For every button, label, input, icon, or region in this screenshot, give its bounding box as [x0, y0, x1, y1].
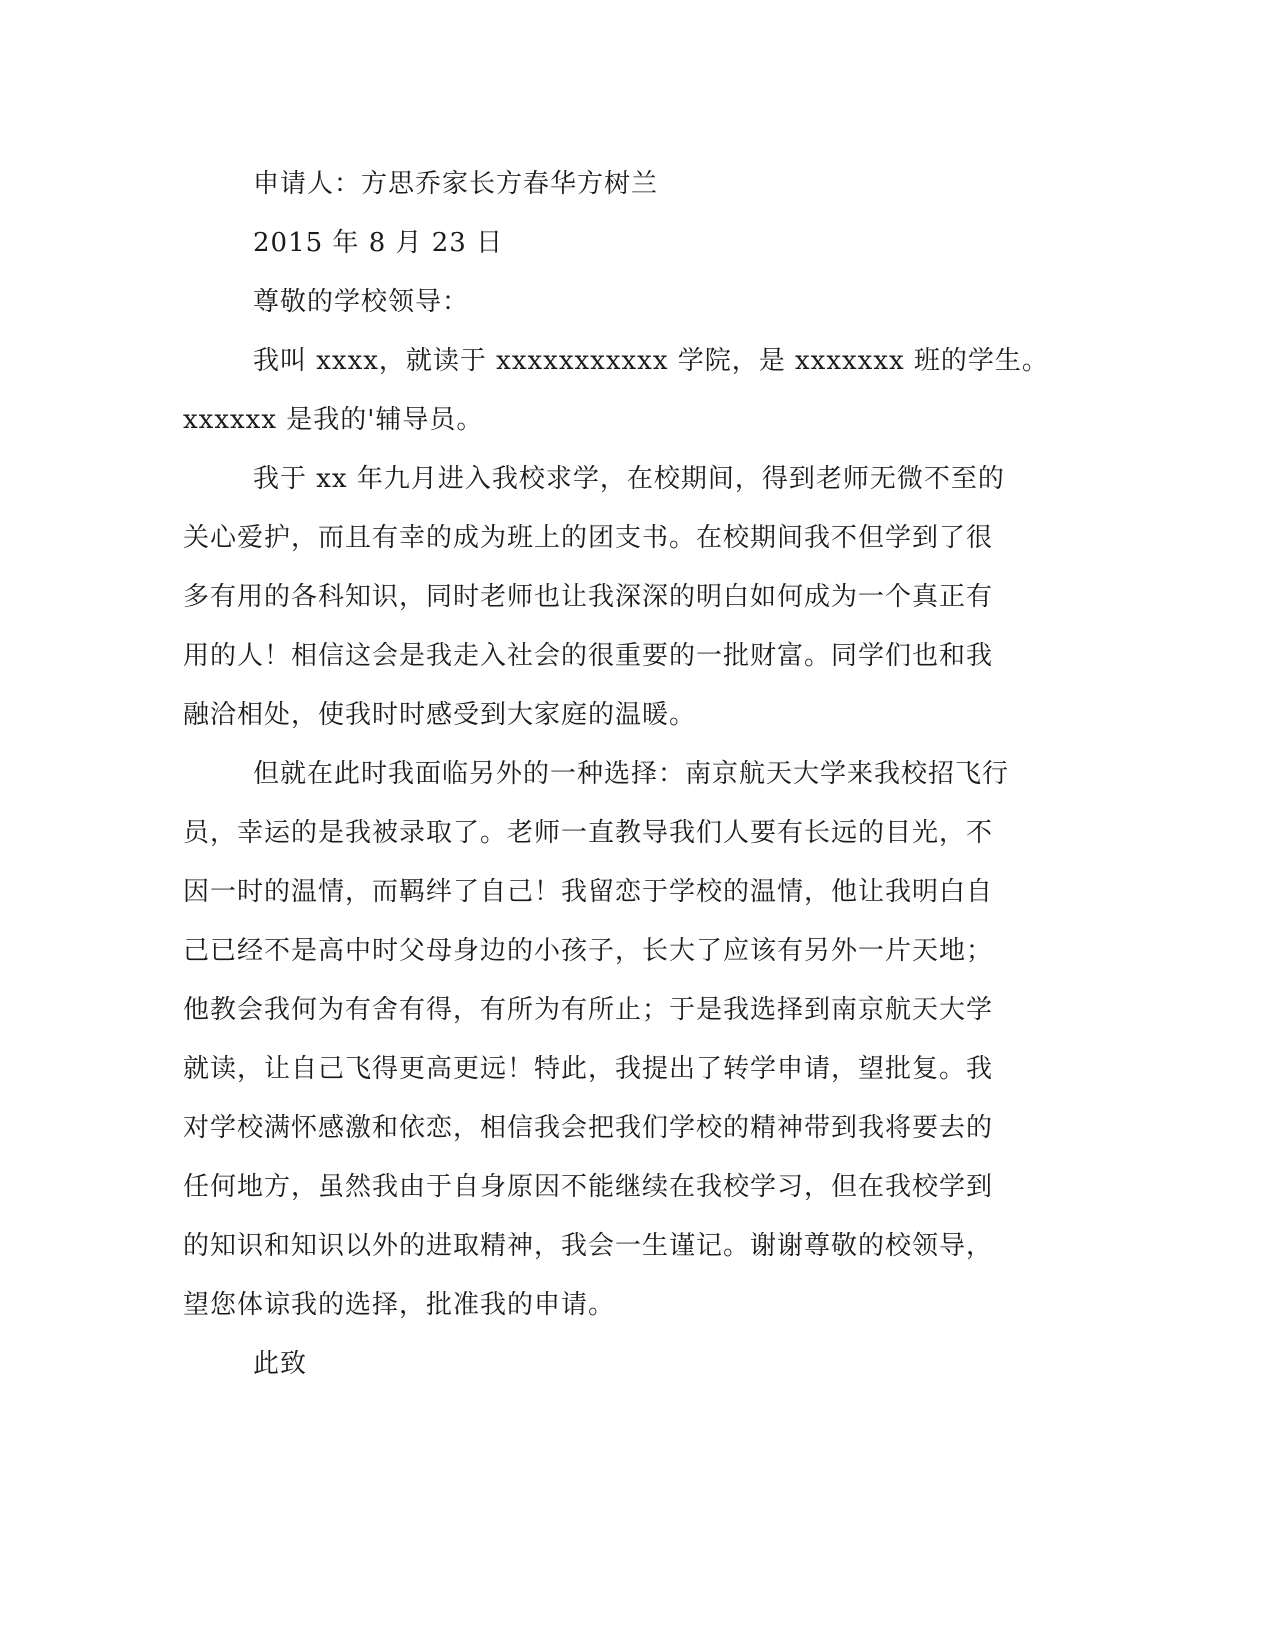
paragraph-introduction — [183, 332, 1049, 450]
paragraph-line: 我叫 xxxx，就读于 xxxxxxxxxxx 学院，是 xxxxxxx 班的学生。 — [253, 346, 1049, 376]
paragraph-line: 对学校满怀感激和依恋，相信我会把我们学校的精神带到我将要去的 — [183, 1113, 994, 1143]
salutation-line: 尊敬的学校领导： — [253, 287, 470, 317]
paragraph-line: 的知识和知识以外的进取精神，我会一生谨记。谢谢尊敬的校领导， — [183, 1231, 994, 1261]
paragraph-line: 因一时的温情，而羁绊了自己！我留恋于学校的温情，他让我明白自 — [183, 877, 994, 907]
paragraph-line: 多有用的各科知识，同时老师也让我深深的明白如何成为一个真正有 — [183, 582, 994, 612]
paragraph-line: 融洽相处，使我时时感受到大家庭的温暖。 — [183, 700, 697, 730]
paragraph-line: 用的人！相信这会是我走入社会的很重要的一批财富。同学们也和我 — [183, 641, 994, 671]
paragraph-line: 任何地方，虽然我由于自身原因不能继续在我校学习，但在我校学到 — [183, 1172, 994, 1202]
applicant-line: 申请人：方思乔家长方春华方树兰 — [253, 169, 659, 199]
paragraph-line: 关心爱护，而且有幸的成为班上的团支书。在校期间我不但学到了很 — [183, 523, 994, 553]
paragraph-transfer-reason — [183, 745, 1023, 1335]
paragraph-line: 我于 xx 年九月进入我校求学，在校期间，得到老师无微不至的 — [253, 464, 1005, 494]
paragraph-line: 员，幸运的是我被录取了。老师一直教导我们人要有长远的目光，不 — [183, 818, 994, 848]
letter-body — [183, 155, 1049, 1394]
closing-line: 此致 — [253, 1349, 308, 1379]
paragraph-school-experience — [183, 450, 1023, 745]
paragraph-line: 望您体谅我的选择，批准我的申请。 — [183, 1290, 616, 1320]
paragraph-line: 他教会我何为有舍有得，有所为有所止；于是我选择到南京航天大学 — [183, 995, 994, 1025]
paragraph-line: xxxxxx 是我的'辅导员。 — [183, 405, 484, 435]
paragraph-line: 己已经不是高中时父母身边的小孩子，长大了应该有另外一片天地； — [183, 936, 994, 966]
date-line: 2015 年 8 月 23 日 — [253, 228, 504, 258]
paragraph-line: 就读，让自己飞得更高更远！特此，我提出了转学申请，望批复。我 — [183, 1054, 994, 1084]
paragraph-line: 但就在此时我面临另外的一种选择：南京航天大学来我校招飞行 — [253, 759, 1010, 789]
